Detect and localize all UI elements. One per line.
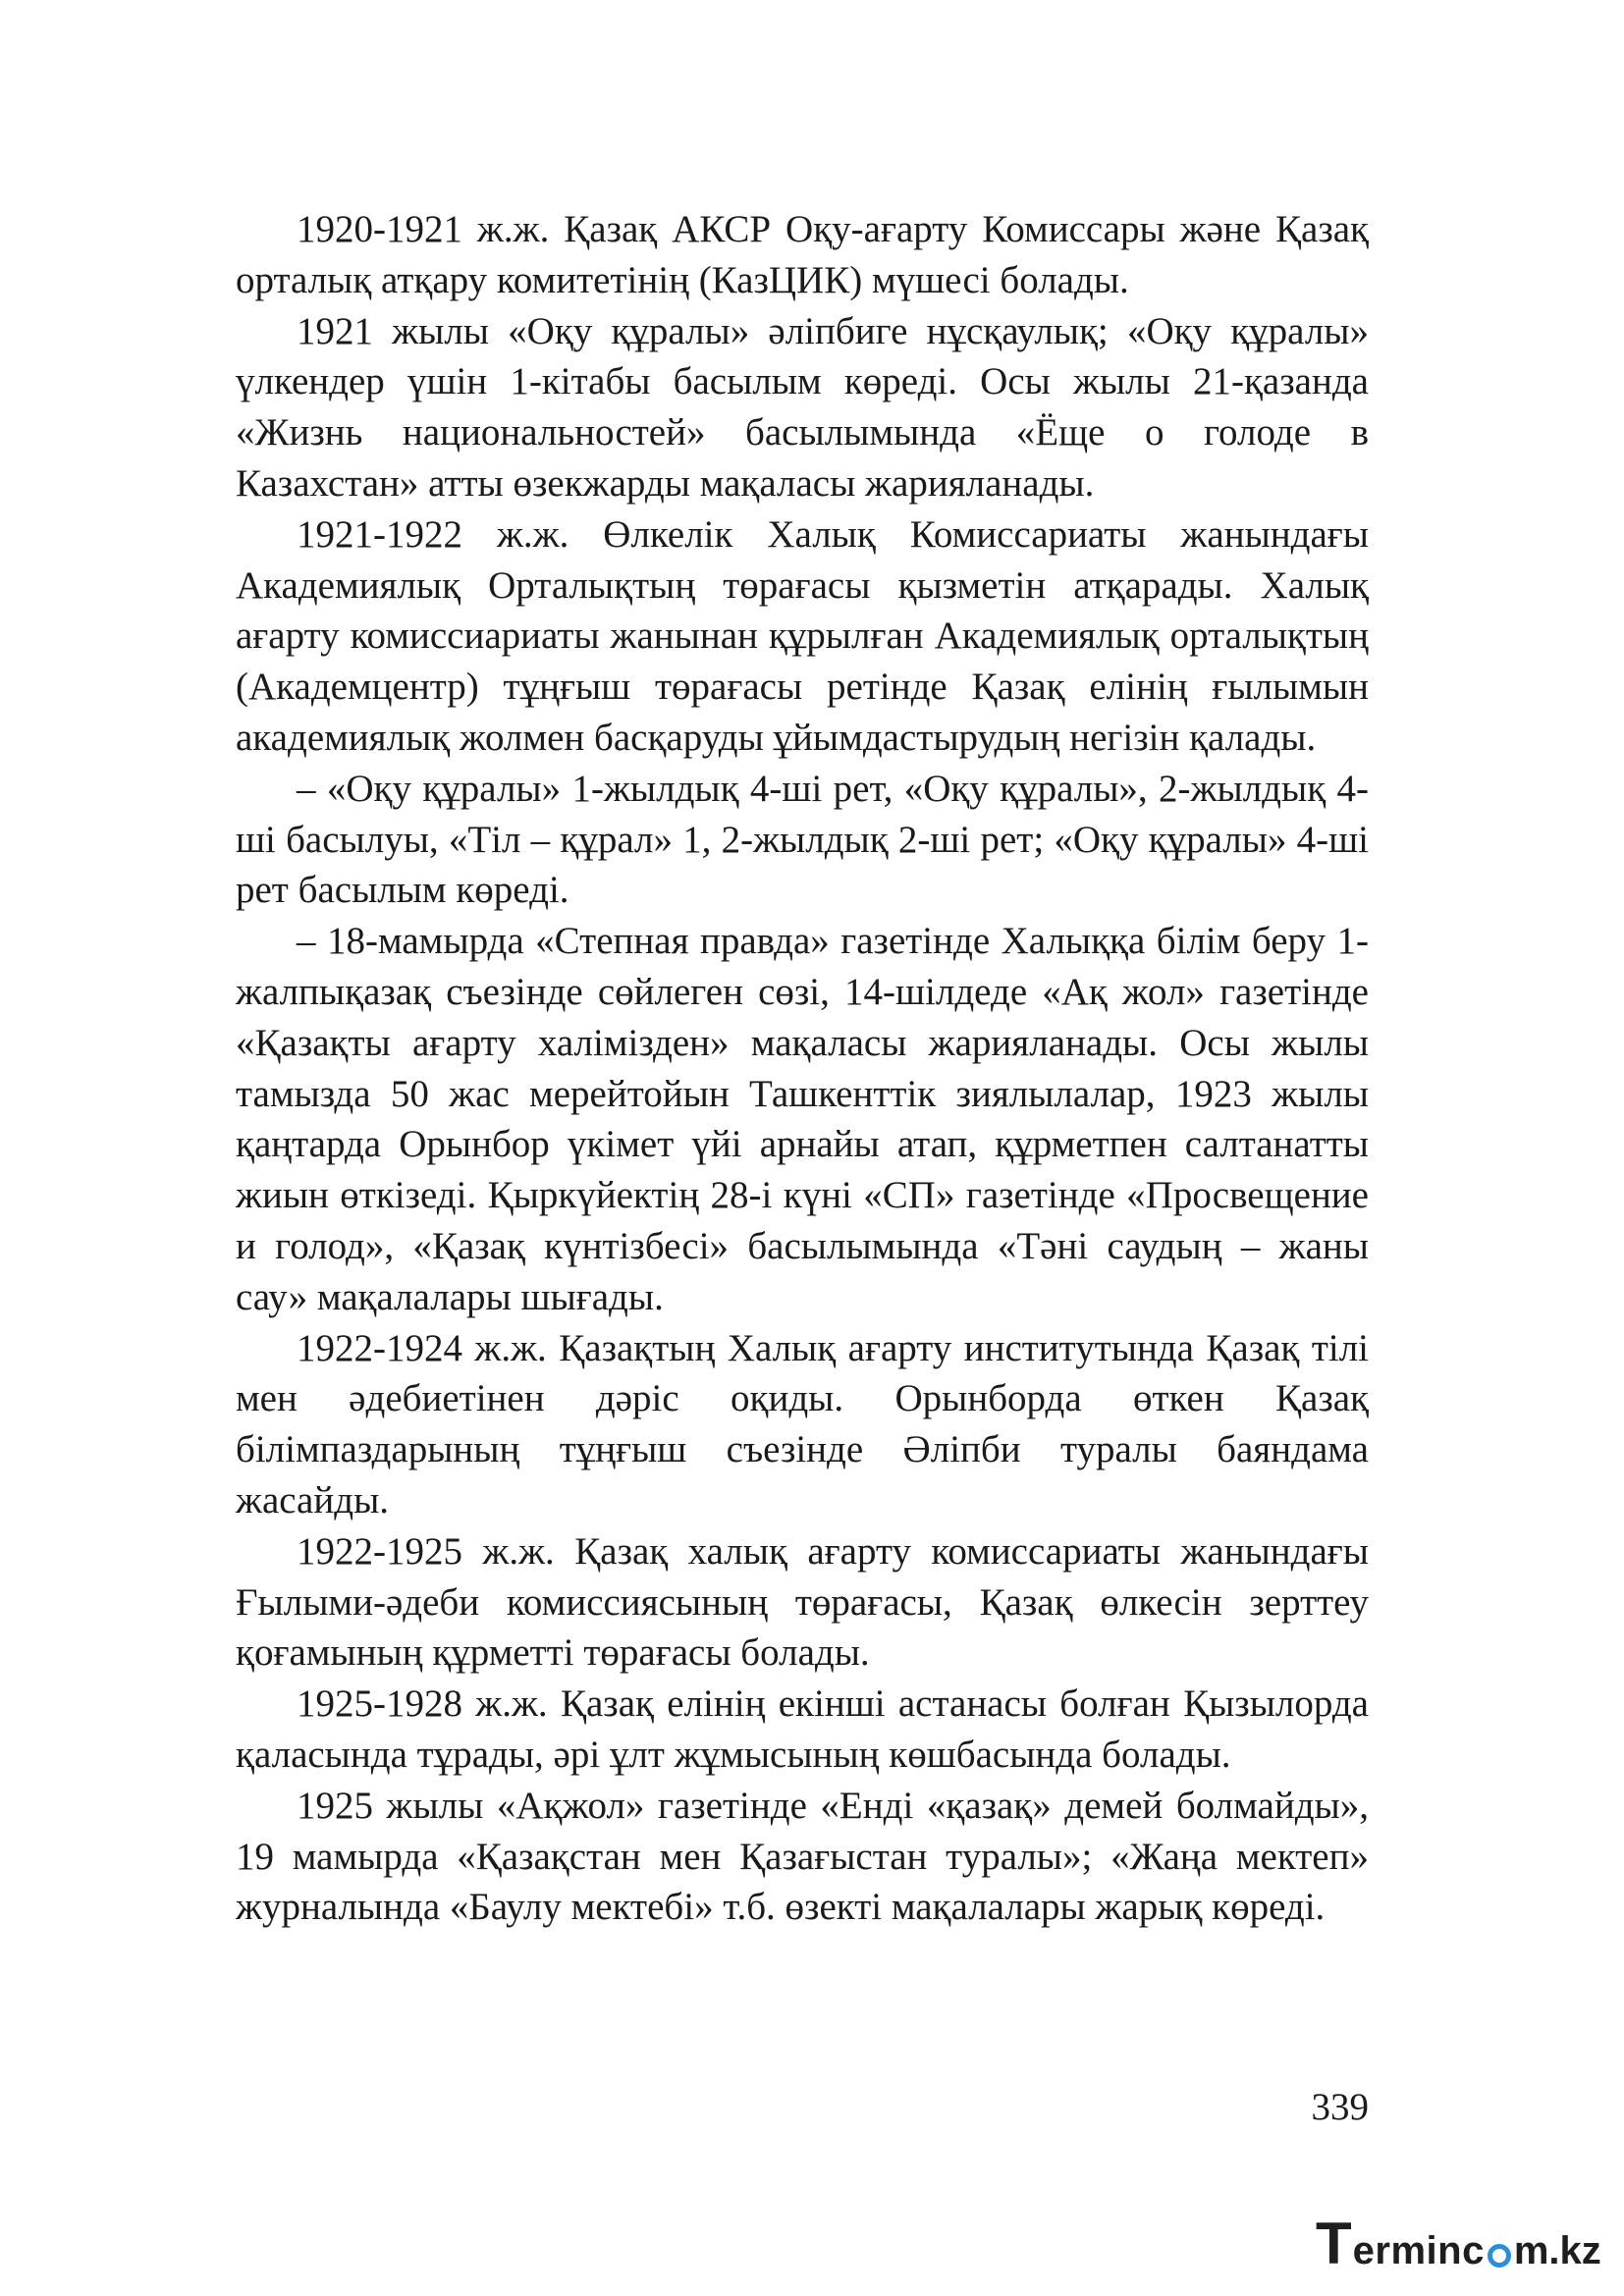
paragraph-1922-1924: 1922-1924 ж.ж. Қазақтың Халық ағарту институтында Қазақ тілі мен әдебиетінен дәріс оқиды. Орынборда өткен Қазақ білімпаздарының тұңғыш съезінде Әліпби туралы баяндама жасайды. [236,1326,1369,1522]
watermark-logo [1316,2211,1601,2276]
watermark-o-ring-icon [1488,2244,1511,2268]
paragraph-1925: 1925 жылы «Ақжол» газетінде «Енді «қазақ» демей болмайды», 19 мамырда «Қазақстан мен Қазағыстан туралы»; «Жаңа мектеп» журналында «Баулу мектебі» т.б. өзекті мақалалары жарық көреді. [236,1784,1369,1929]
paragraph-1922-1925: 1922-1925 ж.ж. Қазақ халық ағарту комиссариаты жанындағы Ғылыми-әдеби комиссиясының төрағасы, Қазақ өлкесін зерттеу қоғамының құрметті төрағасы болады. [236,1529,1369,1675]
paragraph-18-mamyr: – 18-мамырда «Степная правда» газетінде Халыққа білім беру 1-жалпықазақ съезінде сөйлеген сөзі, 14-шілдеде «Ақ жол» газетінде «Қазақты ағарту халімізден» мақаласы жарияланады. Осы жылы тамызда 50 жас мерейтойын Ташкенттік зиялылалар, 1923 жылы қаңтарда Орынбор үкімет үйі арнайы атап, құрметпен салтанатты жиын өткізеді. Қыркүйектің 28-і күні «СП» газетінде «Просвещение и голод», «Қазақ күнтізбесі» басылымында «Тәні саудың – жаны сау» мақалалары шығады. [236,920,1369,1318]
page-number: 339 [1311,2086,1369,2128]
paragraph-1920-1921: 1920-1921 ж.ж. Қазақ АКСР Оқу-ағарту Комиссары және Қазақ орталық атқару комитетінің (КазЦИК) мүшесі болады. [236,208,1369,301]
paragraph-1921-1922: 1921-1922 ж.ж. Өлкелік Халық Комиссариаты жанындағы Академиялық Орталықтың төрағасы қызметін атқарады. Халық ағарту комиссиариаты жанынан құрылған Академиялық орталықтың (Академцентр) тұңғыш төрағасы ретінде Қазақ елінің ғылымын академиялық жолмен басқаруды ұйымдастырудың негізін қалады. [236,512,1369,759]
watermark-text-middle: erminc [1352,2229,1485,2272]
page-body [236,204,1369,1933]
watermark-letter-t: T [1316,2211,1352,2276]
paragraph-oku-kuraly: – «Оқу құралы» 1-жылдық 4-ші рет, «Оқу құралы», 2-жылдық 4-ші басылуы, «Тіл – құрал» 1, 2-жылдық 2-ші рет; «Оқу құралы» 4-ші рет басылым көреді. [236,767,1369,912]
paragraph-1925-1928: 1925-1928 ж.ж. Қазақ елінің екінші астанасы болған Қызылорда қаласында тұрады, әрі ұлт жұмысының көшбасында болады. [236,1682,1369,1776]
paragraph-1921: 1921 жылы «Оқу құралы» әліпбиге нұсқаулық; «Оқу құралы» үлкендер үшін 1-кітабы басылым көреді. Осы жылы 21-қазанда «Жизнь национальностей» басылымында «Ёще о голоде в Казахстан» атты өзекжарды мақаласы жарияланады. [236,309,1369,505]
watermark-text-tail: m.kz [1513,2229,1601,2272]
